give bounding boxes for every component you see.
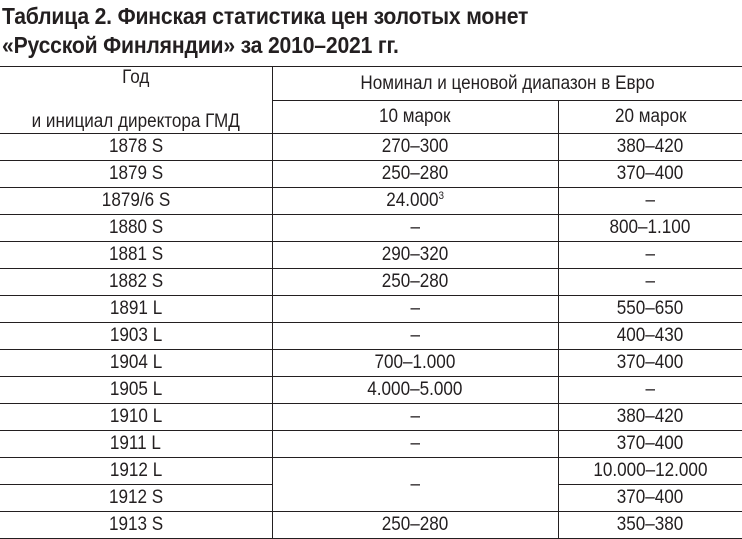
table-title xyxy=(2,2,681,60)
table-row xyxy=(0,323,742,350)
cell-year: 1891 L xyxy=(0,296,272,323)
title-line-1: Таблица 2. Финская статистика цен золотых монет xyxy=(2,3,529,29)
cell-year: 1905 L xyxy=(0,377,272,404)
cell-10-marks: 250–280 xyxy=(272,161,558,188)
cell-10-marks: 250–280 xyxy=(272,512,558,539)
cell-10-marks: 4.000–5.000 xyxy=(272,377,558,404)
title-line-2: «Русской Финляндии» за 2010–2021 гг. xyxy=(2,32,399,58)
header-10-marks: 10 марок xyxy=(272,101,558,134)
coin-price-table xyxy=(0,66,742,539)
cell-10-marks: 24.000$^3$ xyxy=(272,188,558,215)
cell-20-marks: 550–650 xyxy=(558,296,742,323)
cell-10-marks: – xyxy=(272,404,558,431)
cell-20-marks: 800–1.100 xyxy=(558,215,742,242)
cell-year: 1881 S xyxy=(0,242,272,269)
header-year xyxy=(0,67,272,134)
header-20-marks: 20 марок xyxy=(558,101,742,134)
cell-10-marks: 250–280 xyxy=(272,269,558,296)
table-row xyxy=(0,188,742,215)
cell-year: 1910 L xyxy=(0,404,272,431)
cell-year: 1913 S xyxy=(0,512,272,539)
table-row xyxy=(0,296,742,323)
cell-year: 1879/6 S xyxy=(0,188,272,215)
header-year-line-1: Год xyxy=(122,67,150,88)
cell-10-marks-merged: – xyxy=(272,458,558,512)
cell-20-marks: 380–420 xyxy=(558,134,742,161)
cell-year: 1878 S xyxy=(0,134,272,161)
cell-10-marks: – xyxy=(272,296,558,323)
cell-year: 1912 L xyxy=(0,458,272,485)
table-row xyxy=(0,512,742,539)
cell-20-marks: 400–430 xyxy=(558,323,742,350)
cell-year: 1911 L xyxy=(0,431,272,458)
cell-10-marks: – xyxy=(272,431,558,458)
table-row xyxy=(0,134,742,161)
cell-20-marks: – xyxy=(558,242,742,269)
cell-10-marks: 290–320 xyxy=(272,242,558,269)
cell-year: 1912 S xyxy=(0,485,272,512)
table-row xyxy=(0,431,742,458)
cell-20-marks: – xyxy=(558,188,742,215)
cell-10-marks: 270–300 xyxy=(272,134,558,161)
table-row xyxy=(0,215,742,242)
cell-20-marks: 370–400 xyxy=(558,350,742,377)
cell-20-marks: 350–380 xyxy=(558,512,742,539)
cell-year: 1880 S xyxy=(0,215,272,242)
header-year-line-2: и инициал директора ГМД xyxy=(31,111,240,132)
cell-20-marks: 370–400 xyxy=(558,485,742,512)
cell-20-marks: 10.000–12.000 xyxy=(558,458,742,485)
table-row xyxy=(0,269,742,296)
cell-20-marks: – xyxy=(558,269,742,296)
table-row xyxy=(0,242,742,269)
table-row xyxy=(0,458,742,485)
cell-20-marks: 370–400 xyxy=(558,161,742,188)
table-row xyxy=(0,404,742,431)
table-row xyxy=(0,161,742,188)
cell-year: 1879 S xyxy=(0,161,272,188)
table-row xyxy=(0,350,742,377)
cell-year: 1903 L xyxy=(0,323,272,350)
header-denomination-group: Номинал и ценовой диапазон в Евро xyxy=(272,67,742,101)
cell-10-marks: – xyxy=(272,215,558,242)
cell-10-marks: 700–1.000 xyxy=(272,350,558,377)
cell-year: 1882 S xyxy=(0,269,272,296)
cell-20-marks: 380–420 xyxy=(558,404,742,431)
cell-year: 1904 L xyxy=(0,350,272,377)
cell-10-marks: – xyxy=(272,323,558,350)
footnote-marker: 3 xyxy=(438,190,444,202)
cell-20-marks: – xyxy=(558,377,742,404)
cell-20-marks: 370–400 xyxy=(558,431,742,458)
table-row xyxy=(0,377,742,404)
